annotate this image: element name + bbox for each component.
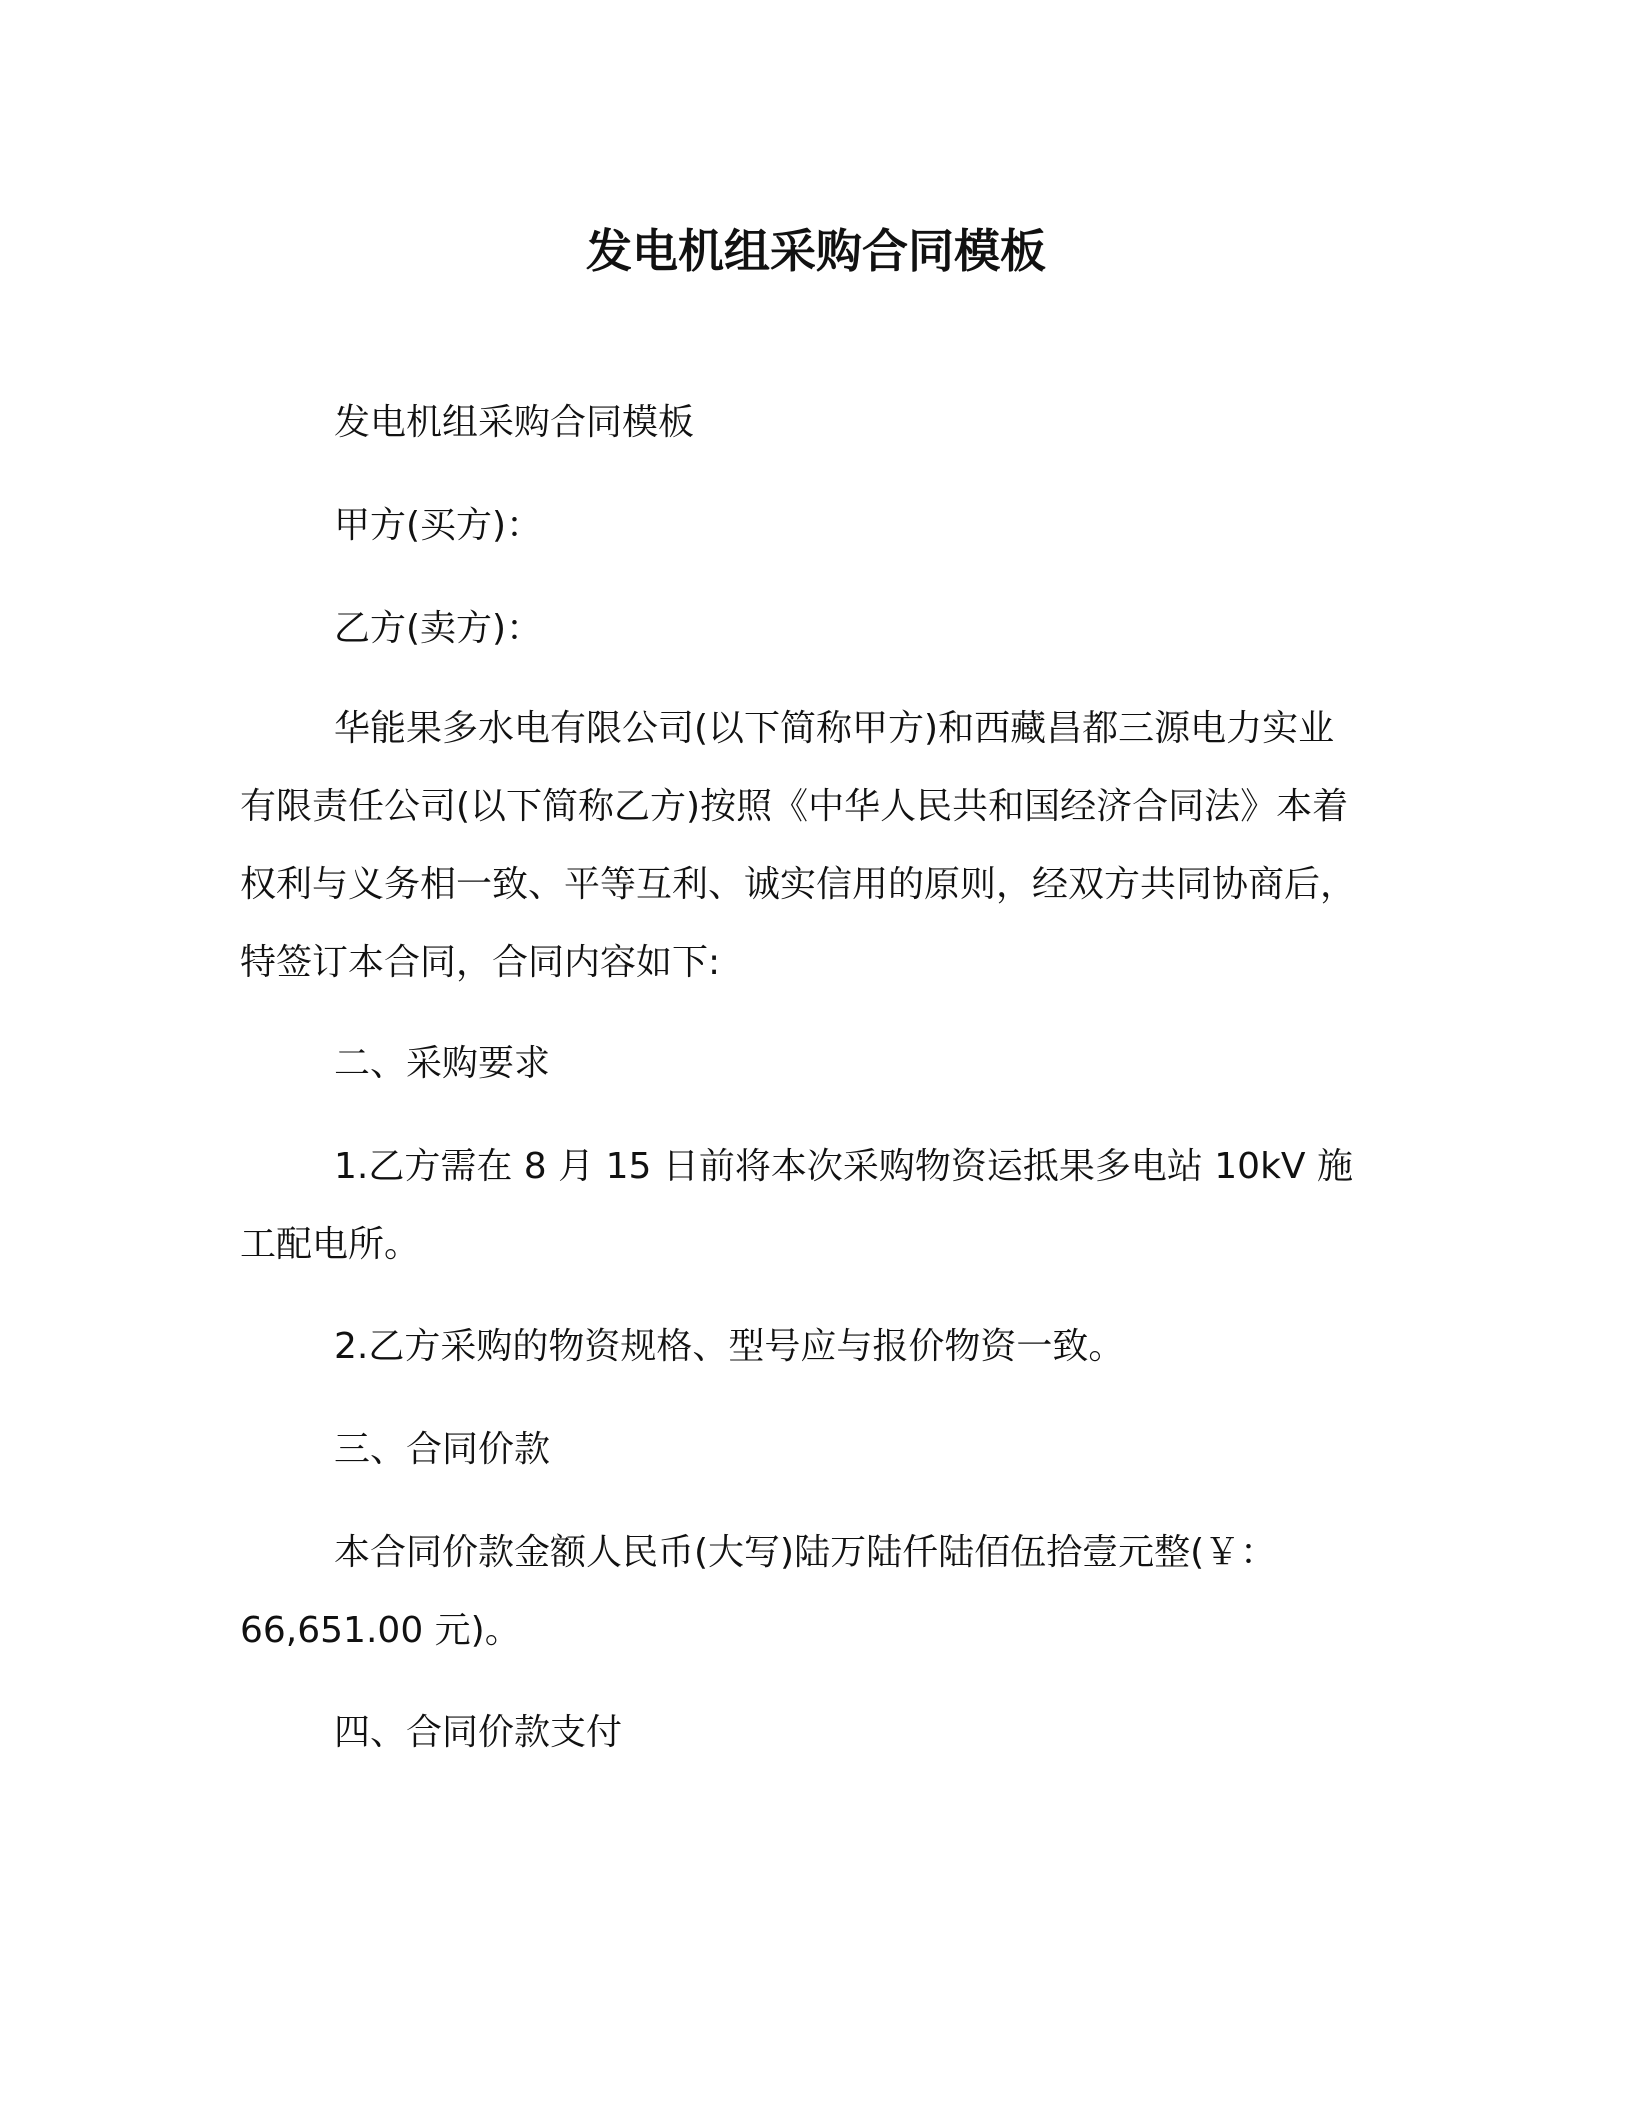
intro-paragraph	[240, 690, 1392, 1002]
section-heading-contract-price: 三、合同价款	[334, 1429, 551, 1470]
subtitle: 发电机组采购合同模板	[334, 402, 695, 443]
intro-line-1: 华能果多水电有限公司(以下简称甲方)和西藏昌都三源电力实业	[334, 708, 1335, 749]
intro-line-4: 特签订本合同，合同内容如下:	[240, 942, 721, 983]
requirement-item-2: 2.乙方采购的物资规格、型号应与报价物资一致。	[334, 1326, 1125, 1367]
intro-line-3: 权利与义务相一致、平等互利、诚实信用的原则，经双方共同协商后，	[240, 864, 1357, 905]
section-heading-payment: 四、合同价款支付	[334, 1712, 623, 1753]
party-a-label: 甲方(买方)：	[334, 505, 543, 546]
intro-line-2: 有限责任公司(以下简称乙方)按照《中华人民共和国经济合同法》本着	[240, 786, 1349, 827]
requirement-item-1-line-1: 1.乙方需在 8 月 15 日前将本次采购物资运抵果多电站 10kV 施	[334, 1146, 1354, 1187]
requirement-item-1-line-2: 工配电所。	[240, 1224, 421, 1265]
price-line-1: 本合同价款金额人民币(大写)陆万陆仟陆佰伍拾壹元整(￥：	[334, 1532, 1277, 1573]
price-paragraph	[240, 1514, 1392, 1670]
party-b-label: 乙方(卖方)：	[334, 608, 543, 649]
document-title: 发电机组采购合同模板	[586, 224, 1046, 278]
price-line-2: 66,651.00 元)。	[240, 1610, 521, 1651]
section-heading-purchase-requirements: 二、采购要求	[334, 1043, 551, 1084]
requirement-item-1	[240, 1128, 1392, 1284]
